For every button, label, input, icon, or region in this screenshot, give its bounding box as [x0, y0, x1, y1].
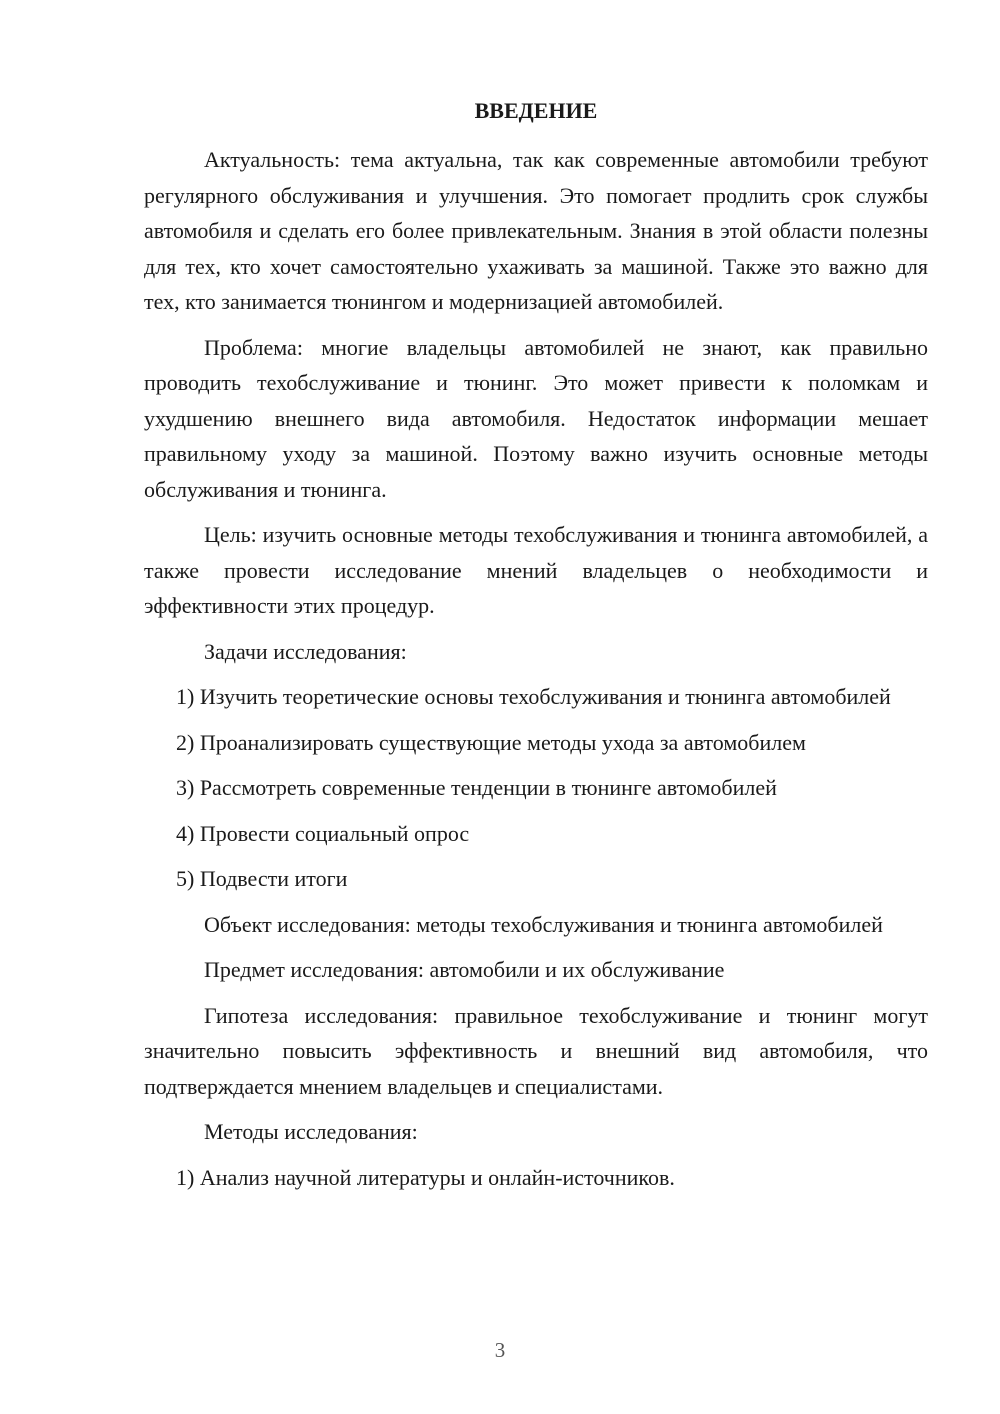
- task-item: 4) Провести социальный опрос: [176, 820, 470, 846]
- subject-paragraph: Предмет исследования: автомобили и их обслуживание: [204, 957, 725, 982]
- hypothesis-paragraph: Гипотеза исследования: правильное техобслуживание и тюнинг могут значительно повысить эффективность и внешний вид автомобиля, что подтверждается мнением владельцев и специалистами.: [144, 1002, 928, 1099]
- task-item: 1) Изучить теоретические основы техобслуживания и тюнинга автомобилей: [176, 684, 891, 709]
- method-item: 1) Анализ научной литературы и онлайн-источников.: [176, 1164, 675, 1190]
- page-number: 3: [494, 1338, 506, 1362]
- tasks-heading: Задачи исследования:: [204, 638, 407, 664]
- page-title: ВВЕДЕНИЕ: [474, 98, 598, 123]
- task-item: 3) Рассмотреть современные тенденции в тюнинге автомобилей: [176, 775, 777, 800]
- relevance-paragraph: Актуальность: тема актуальна, так как современные автомобили требуют регулярного обслуживания и улучшения. Это помогает продлить срок службы автомобиля и сделать его более привлекательным. Знания в этой области полезны для тех, кто хочет самостоятельно ухаживать за машиной. Также это важно для тех, кто занимается тюнингом и модернизацией автомобилей.: [144, 147, 928, 314]
- object-paragraph: Объект исследования: методы техобслуживания и тюнинга автомобилей: [204, 911, 883, 937]
- problem-paragraph: Проблема: многие владельцы автомобилей не знают, как правильно проводить техобслуживание и тюнинг. Это может привести к поломкам и ухудшению внешнего вида автомобиля. Недостаток информации мешает правильному уходу за машиной. Поэтому важно изучить основные методы обслуживания и тюнинга.: [144, 334, 928, 502]
- task-item: 2) Проанализировать существующие методы ухода за автомобилем: [176, 729, 806, 755]
- page-content: [144, 93, 928, 1205]
- task-item: 5) Подвести итоги: [176, 866, 348, 891]
- methods-heading: Методы исследования:: [204, 1119, 418, 1144]
- goal-paragraph: Цель: изучить основные методы техобслуживания и тюнинга автомобилей, а также провести исследование мнений владельцев о необходимости и эффективности этих процедур.: [144, 522, 928, 618]
